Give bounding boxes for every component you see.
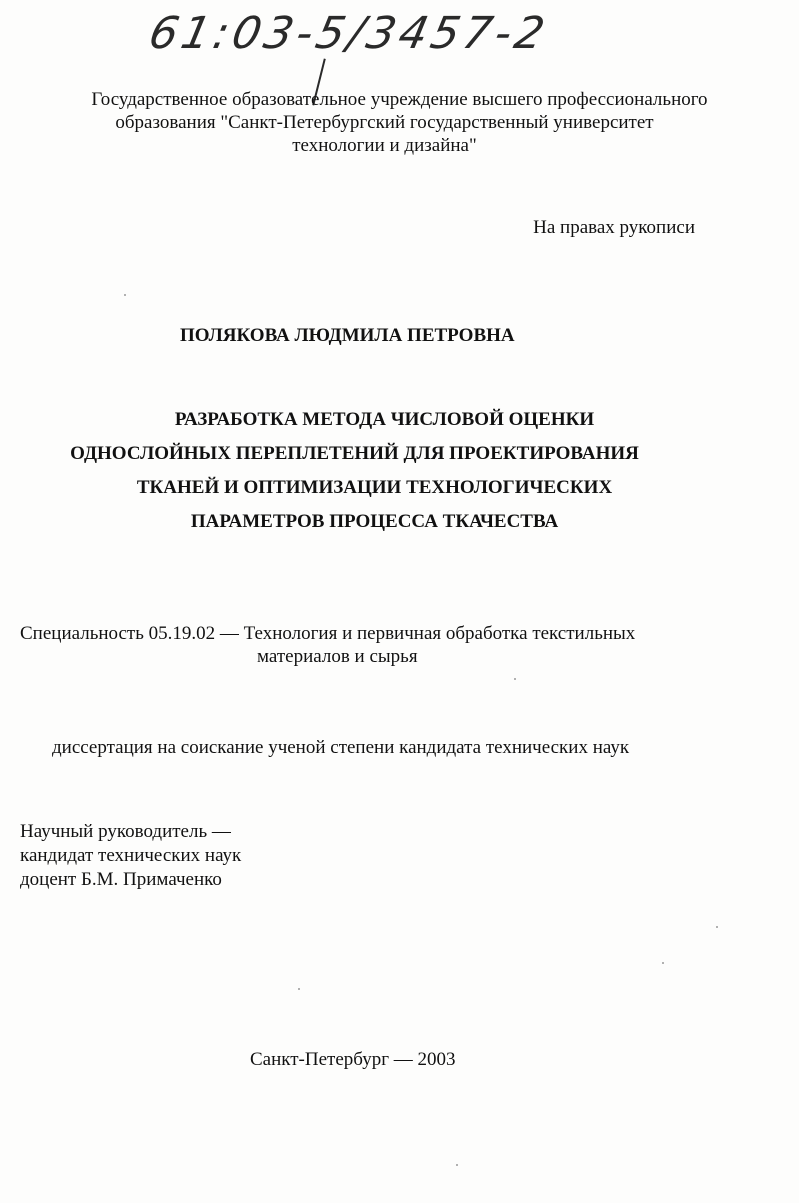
scan-speck bbox=[298, 988, 300, 990]
institution-line-3: технологии и дизайна" bbox=[292, 135, 477, 156]
scan-speck bbox=[716, 926, 718, 928]
supervisor-line-3: доцент Б.М. Примаченко bbox=[20, 869, 222, 890]
manuscript-rights-note: На правах рукописи bbox=[533, 217, 695, 238]
thesis-title-line-1: РАЗРАБОТКА МЕТОДА ЧИСЛОВОЙ ОЦЕНКИ bbox=[174, 409, 595, 430]
supervisor-line-1: Научный руководитель — bbox=[20, 821, 231, 842]
author-name: ПОЛЯКОВА ЛЮДМИЛА ПЕТРОВНА bbox=[180, 325, 515, 346]
degree-statement: диссертация на соискание ученой степени кандидата технических наук bbox=[52, 737, 630, 758]
archive-stamp-handwritten: 61:03-5/3457-2 bbox=[144, 8, 553, 59]
specialty-line-2: материалов и сырья bbox=[257, 646, 418, 667]
scan-speck bbox=[662, 962, 664, 964]
place-and-year: Санкт-Петербург — 2003 bbox=[250, 1049, 456, 1070]
specialty-line-1: Специальность 05.19.02 — Технология и первичная обработка текстильных bbox=[20, 623, 636, 644]
thesis-title-line-2: ОДНОСЛОЙНЫХ ПЕРЕПЛЕТЕНИЙ ДЛЯ ПРОЕКТИРОВАНИЯ bbox=[70, 443, 639, 464]
institution-line-1: Государственное образовательное учреждение высшего профессионального bbox=[91, 89, 708, 110]
supervisor-line-2: кандидат технических наук bbox=[20, 845, 242, 866]
institution-line-2: образования "Санкт-Петербургский государственный университет bbox=[115, 112, 654, 133]
scan-speck bbox=[124, 294, 126, 296]
thesis-title-line-4: ПАРАМЕТРОВ ПРОЦЕССА ТКАЧЕСТВА bbox=[190, 511, 559, 532]
scan-speck bbox=[456, 1164, 458, 1166]
scan-speck bbox=[514, 678, 516, 680]
thesis-title-line-3: ТКАНЕЙ И ОПТИМИЗАЦИИ ТЕХНОЛОГИЧЕСКИХ bbox=[136, 477, 613, 498]
